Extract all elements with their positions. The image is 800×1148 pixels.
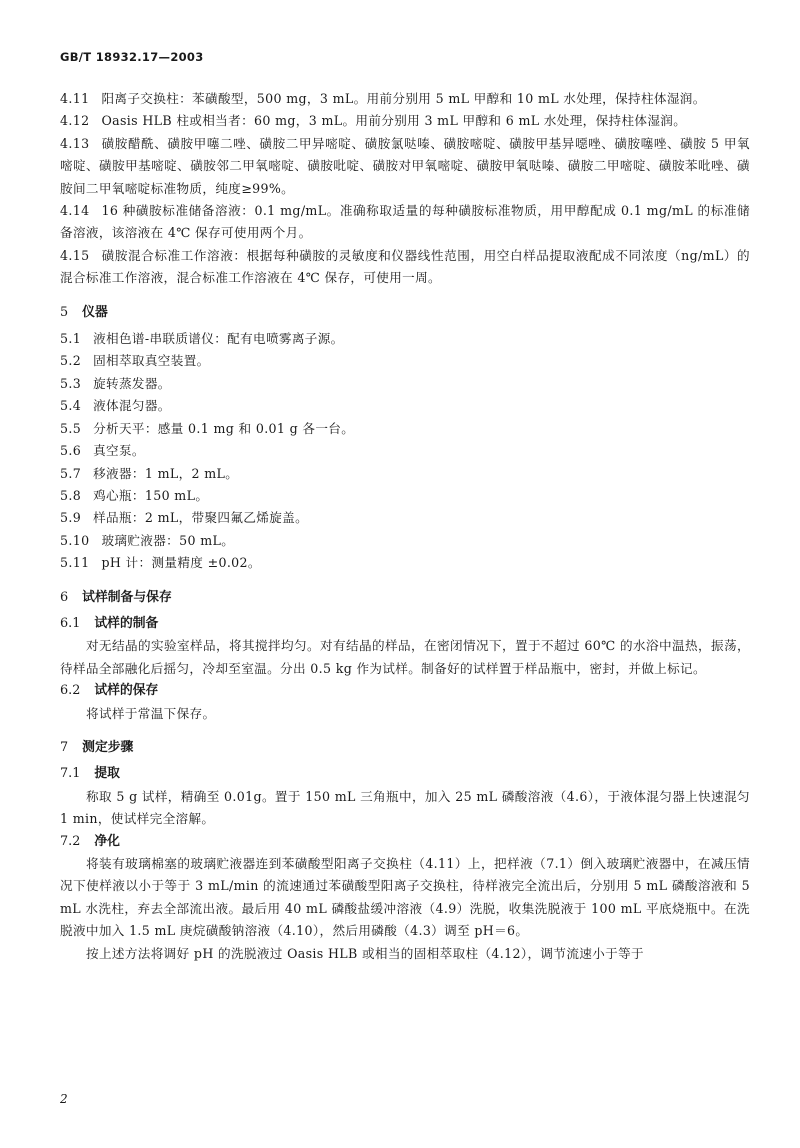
subsection-title: 试样的保存: [94, 683, 159, 699]
clause-4-13: [60, 133, 750, 200]
clause-text: 固相萃取真空装置。: [93, 353, 210, 369]
page-number: 2: [60, 1092, 68, 1106]
subsection-7-1-text: 称取 5 g 试样，精确至 0.01g。置于 150 mL 三角瓶中，加入 25 mL 磷酸溶液（4.6），于液体混匀器上快速混匀 1 min，使试样完全溶解。: [60, 788, 750, 827]
clause-number: 5.11: [60, 555, 90, 571]
clause-5-2: [60, 350, 750, 372]
subsection-6-1-heading: [60, 613, 750, 635]
clause-text: 移液器：1 mL，2 mL。: [93, 465, 239, 481]
section-title: 试样制备与保存: [82, 589, 172, 605]
clause-text: 液体混匀器。: [93, 398, 171, 414]
subsection-7-2-text-2: 按上述方法将调好 pH 的洗脱液过 Oasis HLB 或相当的固相萃取柱（4.12），调节流速小于等于: [86, 945, 644, 961]
subsection-6-1-text: 对无结晶的实验室样品，将其搅拌均匀。对有结晶的样品，在密闭情况下，置于不超过 60℃ 的水浴中温热，振荡，待样品全部融化后摇匀，冷却至室温。分出 0.5 kg 作为试样。制备好的试样置于样品瓶中，密封，并做上标记。: [60, 638, 750, 676]
clause-number: 5.1: [60, 331, 82, 347]
clause-5-3: [60, 373, 750, 395]
clause-number: 5.5: [60, 420, 82, 436]
clause-number: 5.10: [60, 532, 90, 548]
subsection-7-1-heading: [60, 763, 750, 785]
clause-text: 液相色谱-串联质谱仪：配有电喷雾离子源。: [93, 331, 344, 347]
clause-number: 5.3: [60, 375, 82, 391]
subsection-6-2-text: 将试样于常温下保存。: [86, 705, 216, 721]
clause-number: 5.6: [60, 443, 82, 459]
clause-number: 5.4: [60, 398, 82, 414]
clause-text: 真空泵。: [93, 443, 145, 459]
clause-text: 磺胺混合标准工作溶液：根据每种磺胺的灵敏度和仪器线性范围，用空白样品提取液配成不同浓度（ng/mL）的混合标准工作溶液，混合标准工作溶液在 4℃ 保存，可使用一周。: [60, 247, 750, 286]
clause-number: 5.9: [60, 510, 82, 526]
clause-text: 分析天平：感量 0.1 mg 和 0.01 g 各一台。: [93, 420, 355, 436]
clause-5-11: [60, 552, 750, 574]
subsection-number: 6.1: [60, 615, 81, 631]
clause-number: 4.13: [60, 135, 90, 151]
clause-5-1: [60, 328, 750, 350]
clause-4-12: [60, 110, 750, 132]
clause-number: 5.7: [60, 465, 82, 481]
section-number: 6: [60, 589, 69, 605]
clause-5-8: [60, 485, 750, 507]
standard-code-header: GB/T 18932.17—2003: [60, 50, 204, 64]
clause-5-4: [60, 395, 750, 417]
clause-text: 玻璃贮液器：50 mL。: [101, 532, 235, 548]
clause-number: 4.11: [60, 91, 90, 106]
clause-text: pH 计：测量精度 ±0.02。: [101, 555, 261, 571]
section-title: 仪器: [82, 304, 108, 320]
subsection-number: 7.1: [60, 766, 81, 782]
clause-text: 16 种磺胺标准储备溶液：0.1 mg/mL。准确称取适量的每种磺胺标准物质，用甲醇配成 0.1 mg/mL 的标准储备溶液，该溶液在 4℃ 保存可使用两个月。: [60, 203, 750, 241]
section-5-heading: [60, 302, 750, 324]
section-7-heading: [60, 737, 750, 759]
subsection-title: 提取: [94, 766, 120, 782]
clause-number: 4.14: [60, 203, 90, 219]
clause-4-11: [60, 88, 750, 110]
clause-text: Oasis HLB 柱或相当者：60 mg，3 mL。用前分别用 3 mL 甲醇和 6 mL 水处理，保持柱体湿润。: [101, 113, 687, 129]
clause-text: 磺胺醋酰、磺胺甲噻二唑、磺胺二甲异嘧啶、磺胺氯哒嗪、磺胺嘧啶、磺胺甲基异噁唑、磺胺噻唑、磺胺 5 甲氧嘧啶、磺胺甲基嘧啶、磺胺邻二甲氧嘧啶、磺胺吡啶、磺胺对甲氧嘧啶、磺胺甲氧哒嗪、磺胺二甲嘧啶、磺胺苯吡唑、磺胺间二甲氧嘧啶标准物质，纯度≥99%。: [60, 135, 750, 196]
subsection-title: 试样的制备: [94, 615, 159, 631]
clause-number: 5.2: [60, 353, 82, 369]
clause-text: 阳离子交换柱：苯磺酸型，500 mg，3 mL。用前分别用 5 mL 甲醇和 10 mL 水处理，保持柱体湿润。: [101, 91, 706, 106]
clause-5-9: [60, 507, 750, 529]
clause-number: 4.15: [60, 247, 90, 263]
section-title: 测定步骤: [82, 739, 134, 755]
section-number: 7: [60, 739, 69, 755]
subsection-title: 净化: [94, 833, 120, 849]
clause-5-7: [60, 463, 750, 485]
subsection-7-2-heading: [60, 831, 750, 853]
document-body: [60, 88, 750, 965]
subsection-6-2-heading: [60, 680, 750, 702]
clause-5-6: [60, 440, 750, 462]
section-6-heading: [60, 587, 750, 609]
clause-text: 旋转蒸发器。: [93, 375, 171, 391]
subsection-number: 7.2: [60, 833, 81, 849]
clause-number: 5.8: [60, 487, 82, 503]
clause-4-14: [60, 200, 750, 245]
subsection-7-2-text-1: 将装有玻璃棉塞的玻璃贮液器连到苯磺酸型阳离子交换柱（4.11）上，把样液（7.1）倒入玻璃贮液器中，在减压情况下使样液以小于等于 3 mL/min 的流速通过苯磺酸型阳离子交换柱，待样液完全流出后，分别用 5 mL 磷酸溶液和 5 mL 水洗柱，弃去全部流出液。最后用 40 mL 磷酸盐缓冲溶液（4.9）洗脱，收集洗脱液于 100 mL 平底烧瓶中。在洗脱液中加入 1.5 mL 庚烷磺酸钠溶液（4.10），然后用磷酸（4.3）调至 pH＝6。: [60, 856, 750, 939]
subsection-number: 6.2: [60, 683, 81, 699]
clause-5-10: [60, 530, 750, 552]
clause-text: 鸡心瓶：150 mL。: [93, 487, 209, 503]
clause-4-15: [60, 245, 750, 290]
section-number: 5: [60, 304, 69, 320]
clause-number: 4.12: [60, 113, 90, 129]
clause-5-5: [60, 418, 750, 440]
clause-text: 样品瓶：2 mL，带聚四氟乙烯旋盖。: [93, 510, 309, 526]
